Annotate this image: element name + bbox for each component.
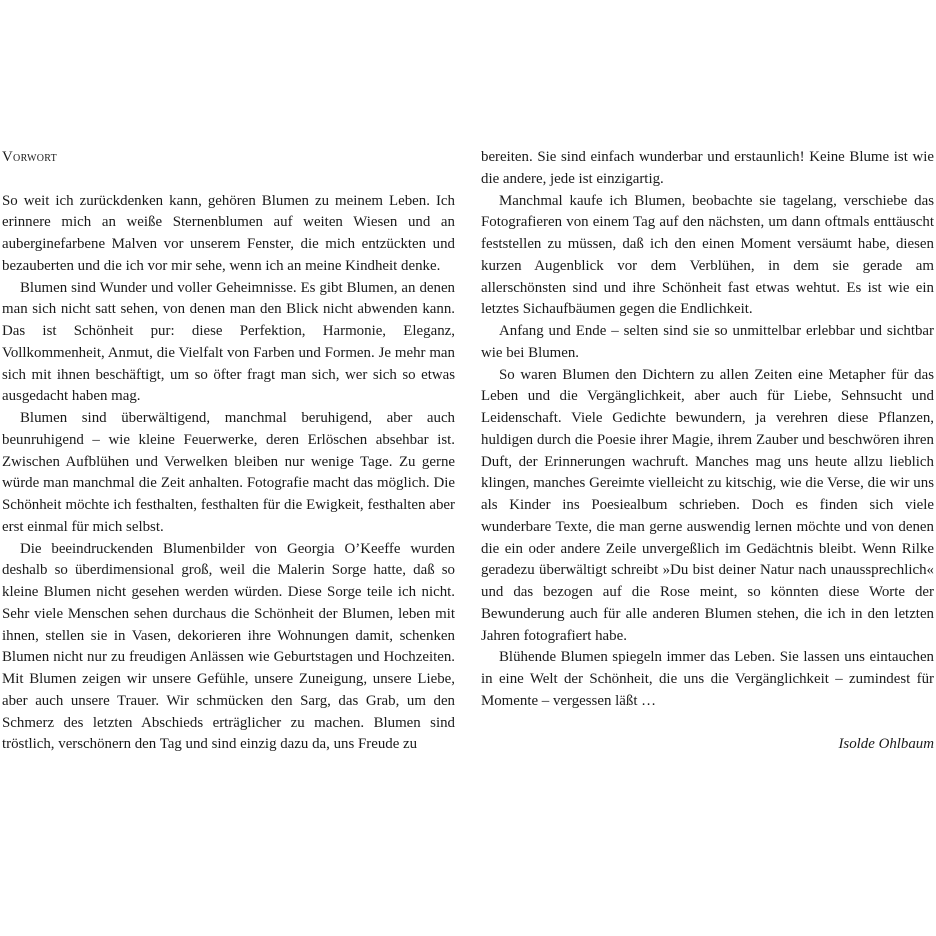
paragraph-3: Blumen sind überwältigend, manchmal beruhigend, aber auch beunruhigend – wie kleine Feuerwerke, deren Erlöschen absehbar ist. Zwischen Aufblühen und Verwelken bleiben nur wenige Tage. Zu gerne würde man manchmal die Zeit anhalten. Fotografie macht das möglich. Die Schönheit möchte ich festhalten, festhalten für die Ewigkeit, festhalten aber erst einmal für mich selbst. — [2, 410, 455, 535]
section-heading: Vorwort — [2, 149, 58, 165]
paragraph-8: Blühende Blumen spiegeln immer das Leben. Sie lassen uns eintauchen in eine Welt der Schönheit, die uns die Vergänglichkeit – zumindest für Momente – vergessen läßt … — [481, 649, 934, 709]
author-signature: Isolde Ohlbaum — [838, 736, 934, 753]
left-column — [2, 147, 455, 756]
paragraph-5: Manchmal kaufe ich Blumen, beobachte sie tagelang, verschiebe das Fotografieren von einem Tag auf den nächsten, um dann oftmals enttäuscht feststellen zu müssen, daß ich den einen Moment versäumt habe, diesen kurzen Augenblick vor dem Verblühen, in dem sie gerade am allerschönsten sind und ihre Schönheit fast etwas wehtut. Es ist wie ein letztes Sichaufbäumen gegen die Endlichkeit. — [481, 192, 934, 318]
paragraph-1: So weit ich zurückdenken kann, gehören Blumen zu meinem Leben. Ich erinnere mich an weiße Sternenblumen auf weiten Wiesen und an auberginefarbene Malven vor unserem Fenster, die mich entzückten und bezauberten und die ich vor mir sehe, wenn ich an meine Kindheit denke. — [2, 192, 455, 274]
paragraph-7: So waren Blumen den Dichtern zu allen Zeiten eine Metapher für das Leben und die Vergänglichkeit, aber auch für Liebe, Sehnsucht und Leidenschaft. Viele Gedichte bewundern, ja verehren diese Pflanzen, huldigen durch die Poesie ihrer Magie, ihrem Zauber und beschwören ihren Duft, der Erinnerungen wachruft. Manches mag uns heute allzu lieblich klingen, manches Gereimte vielleicht zu kitschig, wie die Verse, die wir uns als Kinder ins Poesiealbum schrieben. Doch es finden sich viele wunderbare Texte, die man gerne auswendig lernen möchte und von denen die ein oder andere Zeile unvergeßlich im Gedächtnis bleibt. Wenn Rilke geradezu überwältigt schreibt »Du bist deiner Natur nach unaussprechlich« und das bezogen auf die Rose meint, so könnten diese Worte der Bewunderung auch für alle anderen Blumen stehen, die ich in den letzten Jahren fotografiert habe. — [481, 366, 934, 644]
paragraph-2: Blumen sind Wunder und voller Geheimnisse. Es gibt Blumen, an denen man sich nicht satt sehen, von denen man den Blick nicht abwenden kann. Das ist Schönheit pur: diese Perfektion, Harmonie, Eleganz, Vollkommenheit, Anmut, die Vielfalt von Farben und Formen. Je mehr man sich mit ihnen beschäftigt, um so öfter fragt man sich, wer sich so etwas ausgedacht haben mag. — [2, 279, 455, 405]
right-column — [481, 147, 934, 756]
paragraph-6: Anfang und Ende – selten sind sie so unmittelbar erlebbar und sichtbar wie bei Blumen. — [481, 323, 934, 361]
paragraph-4: Die beeindruckenden Blumenbilder von Georgia O’Keeffe wurden deshalb so überdimensional groß, weil die Malerin Sorge hatte, daß so kleine Blumen nicht gesehen werden würden. Diese Sorge teile ich nicht. Sehr viele Menschen sehen durchaus die Schönheit der Blumen, leben mit ihnen, stellen sie in Vasen, dekorieren ihre Wohnungen damit, schenken Blumen nicht nur zu freudigen Anlässen wie Geburtstagen und Hochzeiten. Mit Blumen zeigen wir unsere Gefühle, unsere Zuneigung, unsere Liebe, aber auch unsere Trauer. Wir schmücken den Sarg, das Grab, um den Schmerz des letzten Abschieds erträglicher zu machen. Blumen sind tröstlich, verschönern den Tag und sind einzig dazu da, uns Freude zu — [2, 540, 455, 753]
paragraph-4-continued: bereiten. Sie sind einfach wunderbar und erstaunlich! Keine Blume ist wie die andere, jede ist einzigartig. — [481, 149, 934, 187]
